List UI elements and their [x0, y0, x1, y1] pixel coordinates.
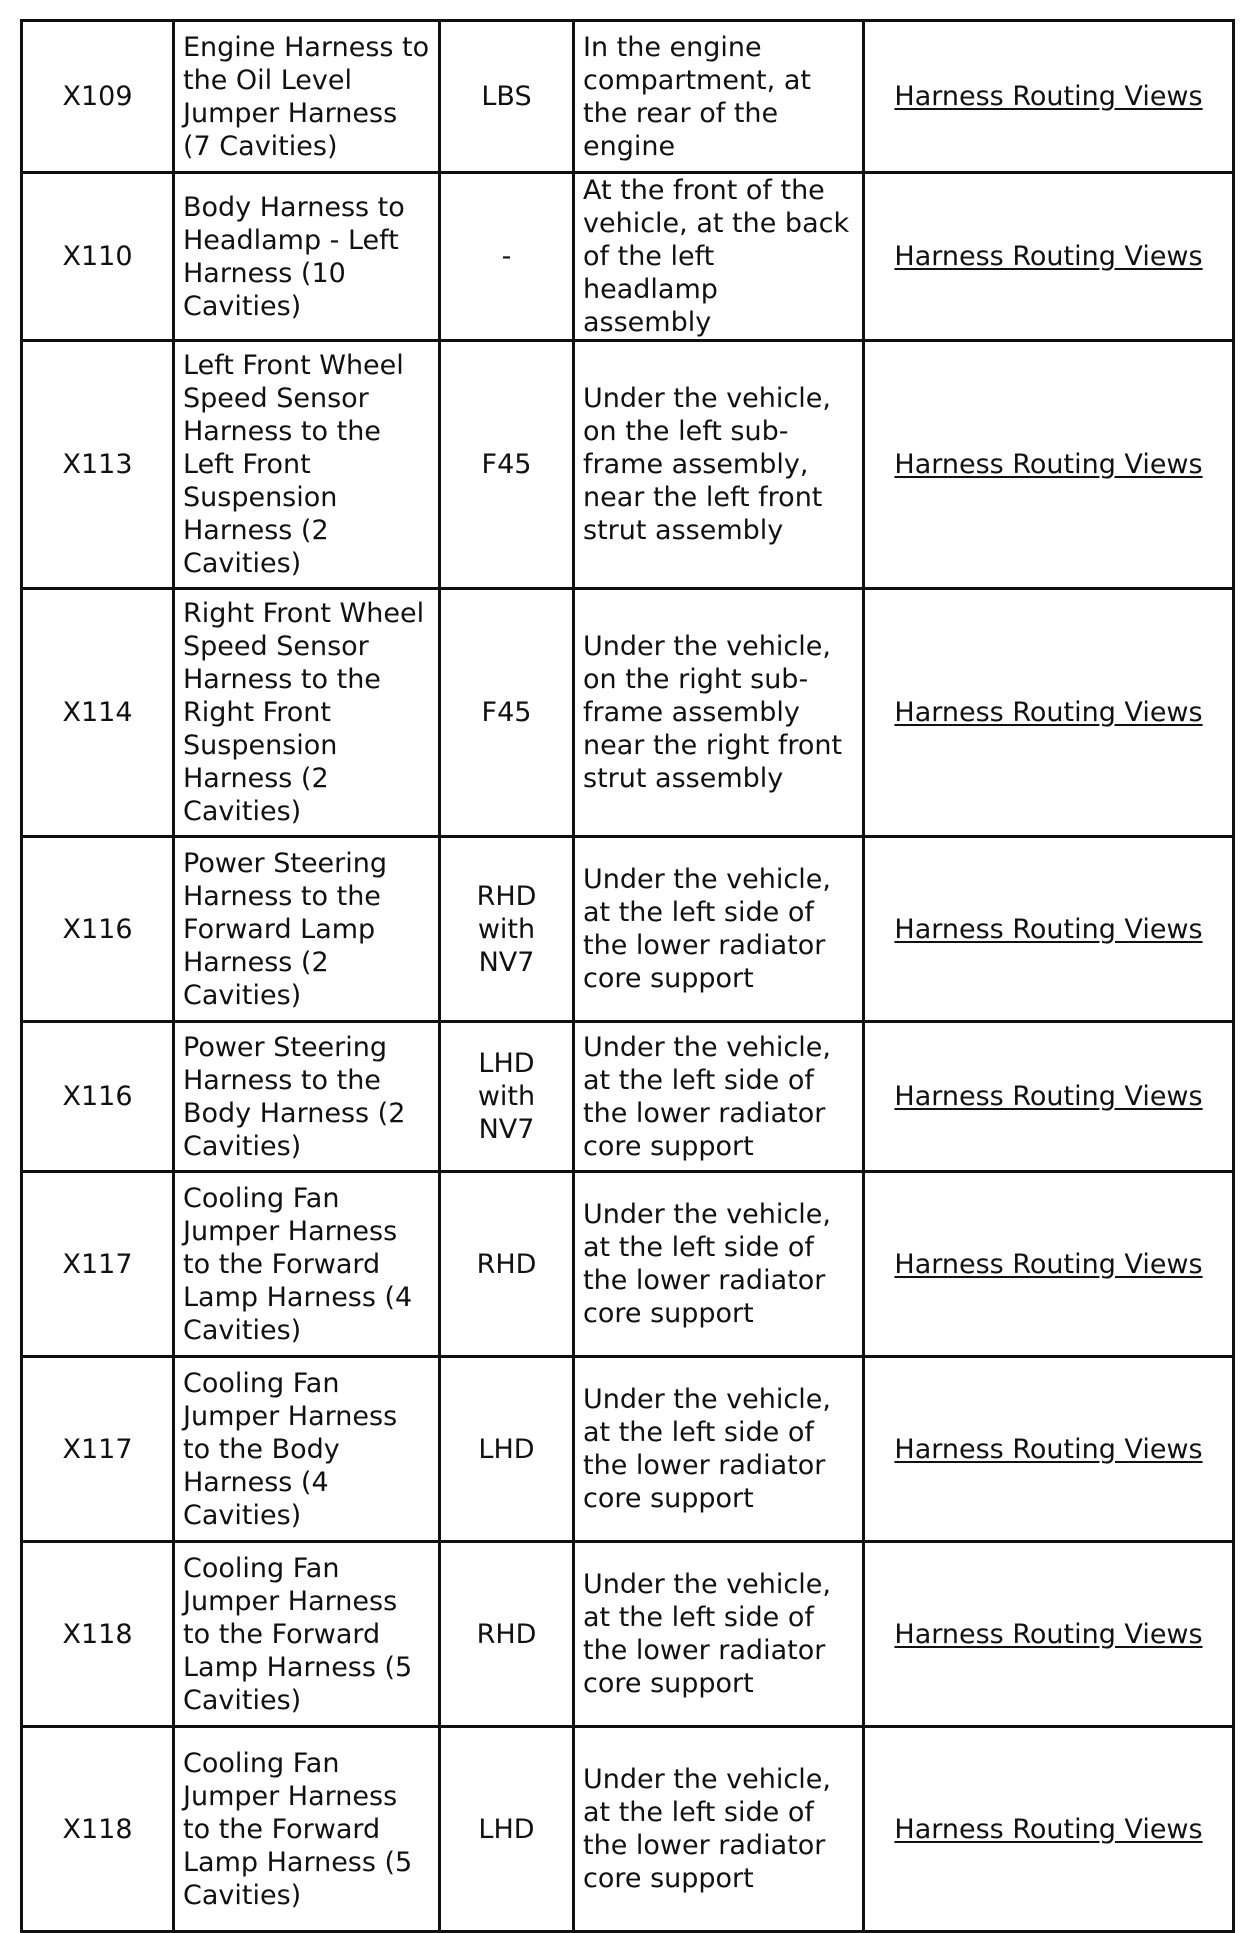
- connector-option-cell: F45: [440, 589, 574, 837]
- connector-description-cell: Cooling Fan Jumper Harness to the Body Harness (4 Cavities): [174, 1357, 440, 1542]
- table-row: [22, 1727, 1234, 1932]
- connector-id-cell: X110: [22, 173, 174, 341]
- connector-id-cell: X116: [22, 1022, 174, 1172]
- connector-option-cell: LHD: [440, 1727, 574, 1932]
- table-row: [22, 837, 1234, 1022]
- connector-location-cell: Under the vehicle, on the right sub-frame assembly near the right front strut assembly: [574, 589, 864, 837]
- harness-routing-views-link[interactable]: Harness Routing Views: [894, 81, 1203, 112]
- harness-routing-views-link[interactable]: Harness Routing Views: [894, 913, 1203, 945]
- connector-description-cell: Left Front Wheel Speed Sensor Harness to the Left Front Suspension Harness (2 Cavities): [174, 341, 440, 589]
- harness-routing-views-link[interactable]: Harness Routing Views: [894, 1433, 1203, 1465]
- connector-description-cell: Cooling Fan Jumper Harness to the Forward Lamp Harness (4 Cavities): [174, 1172, 440, 1357]
- connector-id-cell: X117: [22, 1172, 174, 1357]
- connector-description-cell: Cooling Fan Jumper Harness to the Forward Lamp Harness (5 Cavities): [174, 1542, 440, 1727]
- table-row: [22, 1542, 1234, 1727]
- connector-location-cell: At the front of the vehicle, at the back of the left headlamp assembly: [574, 173, 864, 341]
- table-row: [22, 1357, 1234, 1542]
- connector-location-cell: Under the vehicle, on the left sub-frame assembly, near the left front strut assembly: [574, 341, 864, 589]
- link-cell: [864, 1022, 1234, 1172]
- connector-location-cell: Under the vehicle, at the left side of the lower radiator core support: [574, 1542, 864, 1727]
- connector-end-view-table: [20, 19, 1235, 1933]
- connector-description-cell: Power Steering Harness to the Forward Lamp Harness (2 Cavities): [174, 837, 440, 1022]
- connector-id-cell: X118: [22, 1542, 174, 1727]
- connector-option-cell: LHD with NV7: [440, 1022, 574, 1172]
- link-cell: [864, 1542, 1234, 1727]
- link-cell: [864, 1727, 1234, 1932]
- link-cell: [864, 21, 1234, 173]
- connector-id-cell: X116: [22, 837, 174, 1022]
- connector-option-cell: RHD: [440, 1172, 574, 1357]
- table-row: [22, 341, 1234, 589]
- connector-location-cell: In the engine compartment, at the rear of the engine: [574, 21, 864, 173]
- connector-location-cell: Under the vehicle, at the left side of the lower radiator core support: [574, 1022, 864, 1172]
- harness-routing-views-link[interactable]: Harness Routing Views: [894, 697, 1203, 728]
- connector-description-cell: Engine Harness to the Oil Level Jumper Harness (7 Cavities): [174, 21, 440, 173]
- table-row: [22, 589, 1234, 837]
- connector-id-cell: X117: [22, 1357, 174, 1542]
- connector-location-cell: Under the vehicle, at the left side of the lower radiator core support: [574, 1357, 864, 1542]
- harness-routing-views-link[interactable]: Harness Routing Views: [894, 1081, 1203, 1112]
- link-cell: [864, 1357, 1234, 1542]
- link-cell: [864, 341, 1234, 589]
- connector-description-cell: Power Steering Harness to the Body Harness (2 Cavities): [174, 1022, 440, 1172]
- table-row: [22, 173, 1234, 341]
- connector-location-cell: Under the vehicle, at the left side of the lower radiator core support: [574, 837, 864, 1022]
- table-row: [22, 21, 1234, 173]
- table-row: [22, 1172, 1234, 1357]
- connector-option-cell: RHD with NV7: [440, 837, 574, 1022]
- connector-location-cell: Under the vehicle, at the left side of the lower radiator core support: [574, 1727, 864, 1932]
- connector-description-cell: Cooling Fan Jumper Harness to the Forward Lamp Harness (5 Cavities): [174, 1727, 440, 1932]
- connector-id-cell: X118: [22, 1727, 174, 1932]
- harness-routing-views-link[interactable]: Harness Routing Views: [894, 241, 1203, 272]
- connector-id-cell: X114: [22, 589, 174, 837]
- connector-location-cell: Under the vehicle, at the left side of the lower radiator core support: [574, 1172, 864, 1357]
- connector-description-cell: Right Front Wheel Speed Sensor Harness to the Right Front Suspension Harness (2 Cavities): [174, 589, 440, 837]
- harness-routing-views-link[interactable]: Harness Routing Views: [894, 1618, 1203, 1650]
- connector-description-cell: Body Harness to Headlamp - Left Harness (10 Cavities): [174, 173, 440, 341]
- connector-option-cell: F45: [440, 341, 574, 589]
- link-cell: [864, 837, 1234, 1022]
- connector-option-cell: RHD: [440, 1542, 574, 1727]
- harness-routing-views-link[interactable]: Harness Routing Views: [894, 1248, 1203, 1280]
- link-cell: [864, 1172, 1234, 1357]
- harness-routing-views-link[interactable]: Harness Routing Views: [894, 1813, 1203, 1845]
- table-row: [22, 1022, 1234, 1172]
- harness-routing-views-link[interactable]: Harness Routing Views: [894, 449, 1203, 480]
- connector-option-cell: LBS: [440, 21, 574, 173]
- link-cell: [864, 173, 1234, 341]
- link-cell: [864, 589, 1234, 837]
- connector-id-cell: X113: [22, 341, 174, 589]
- connector-id-cell: X109: [22, 21, 174, 173]
- connector-option-cell: -: [440, 173, 574, 341]
- connector-option-cell: LHD: [440, 1357, 574, 1542]
